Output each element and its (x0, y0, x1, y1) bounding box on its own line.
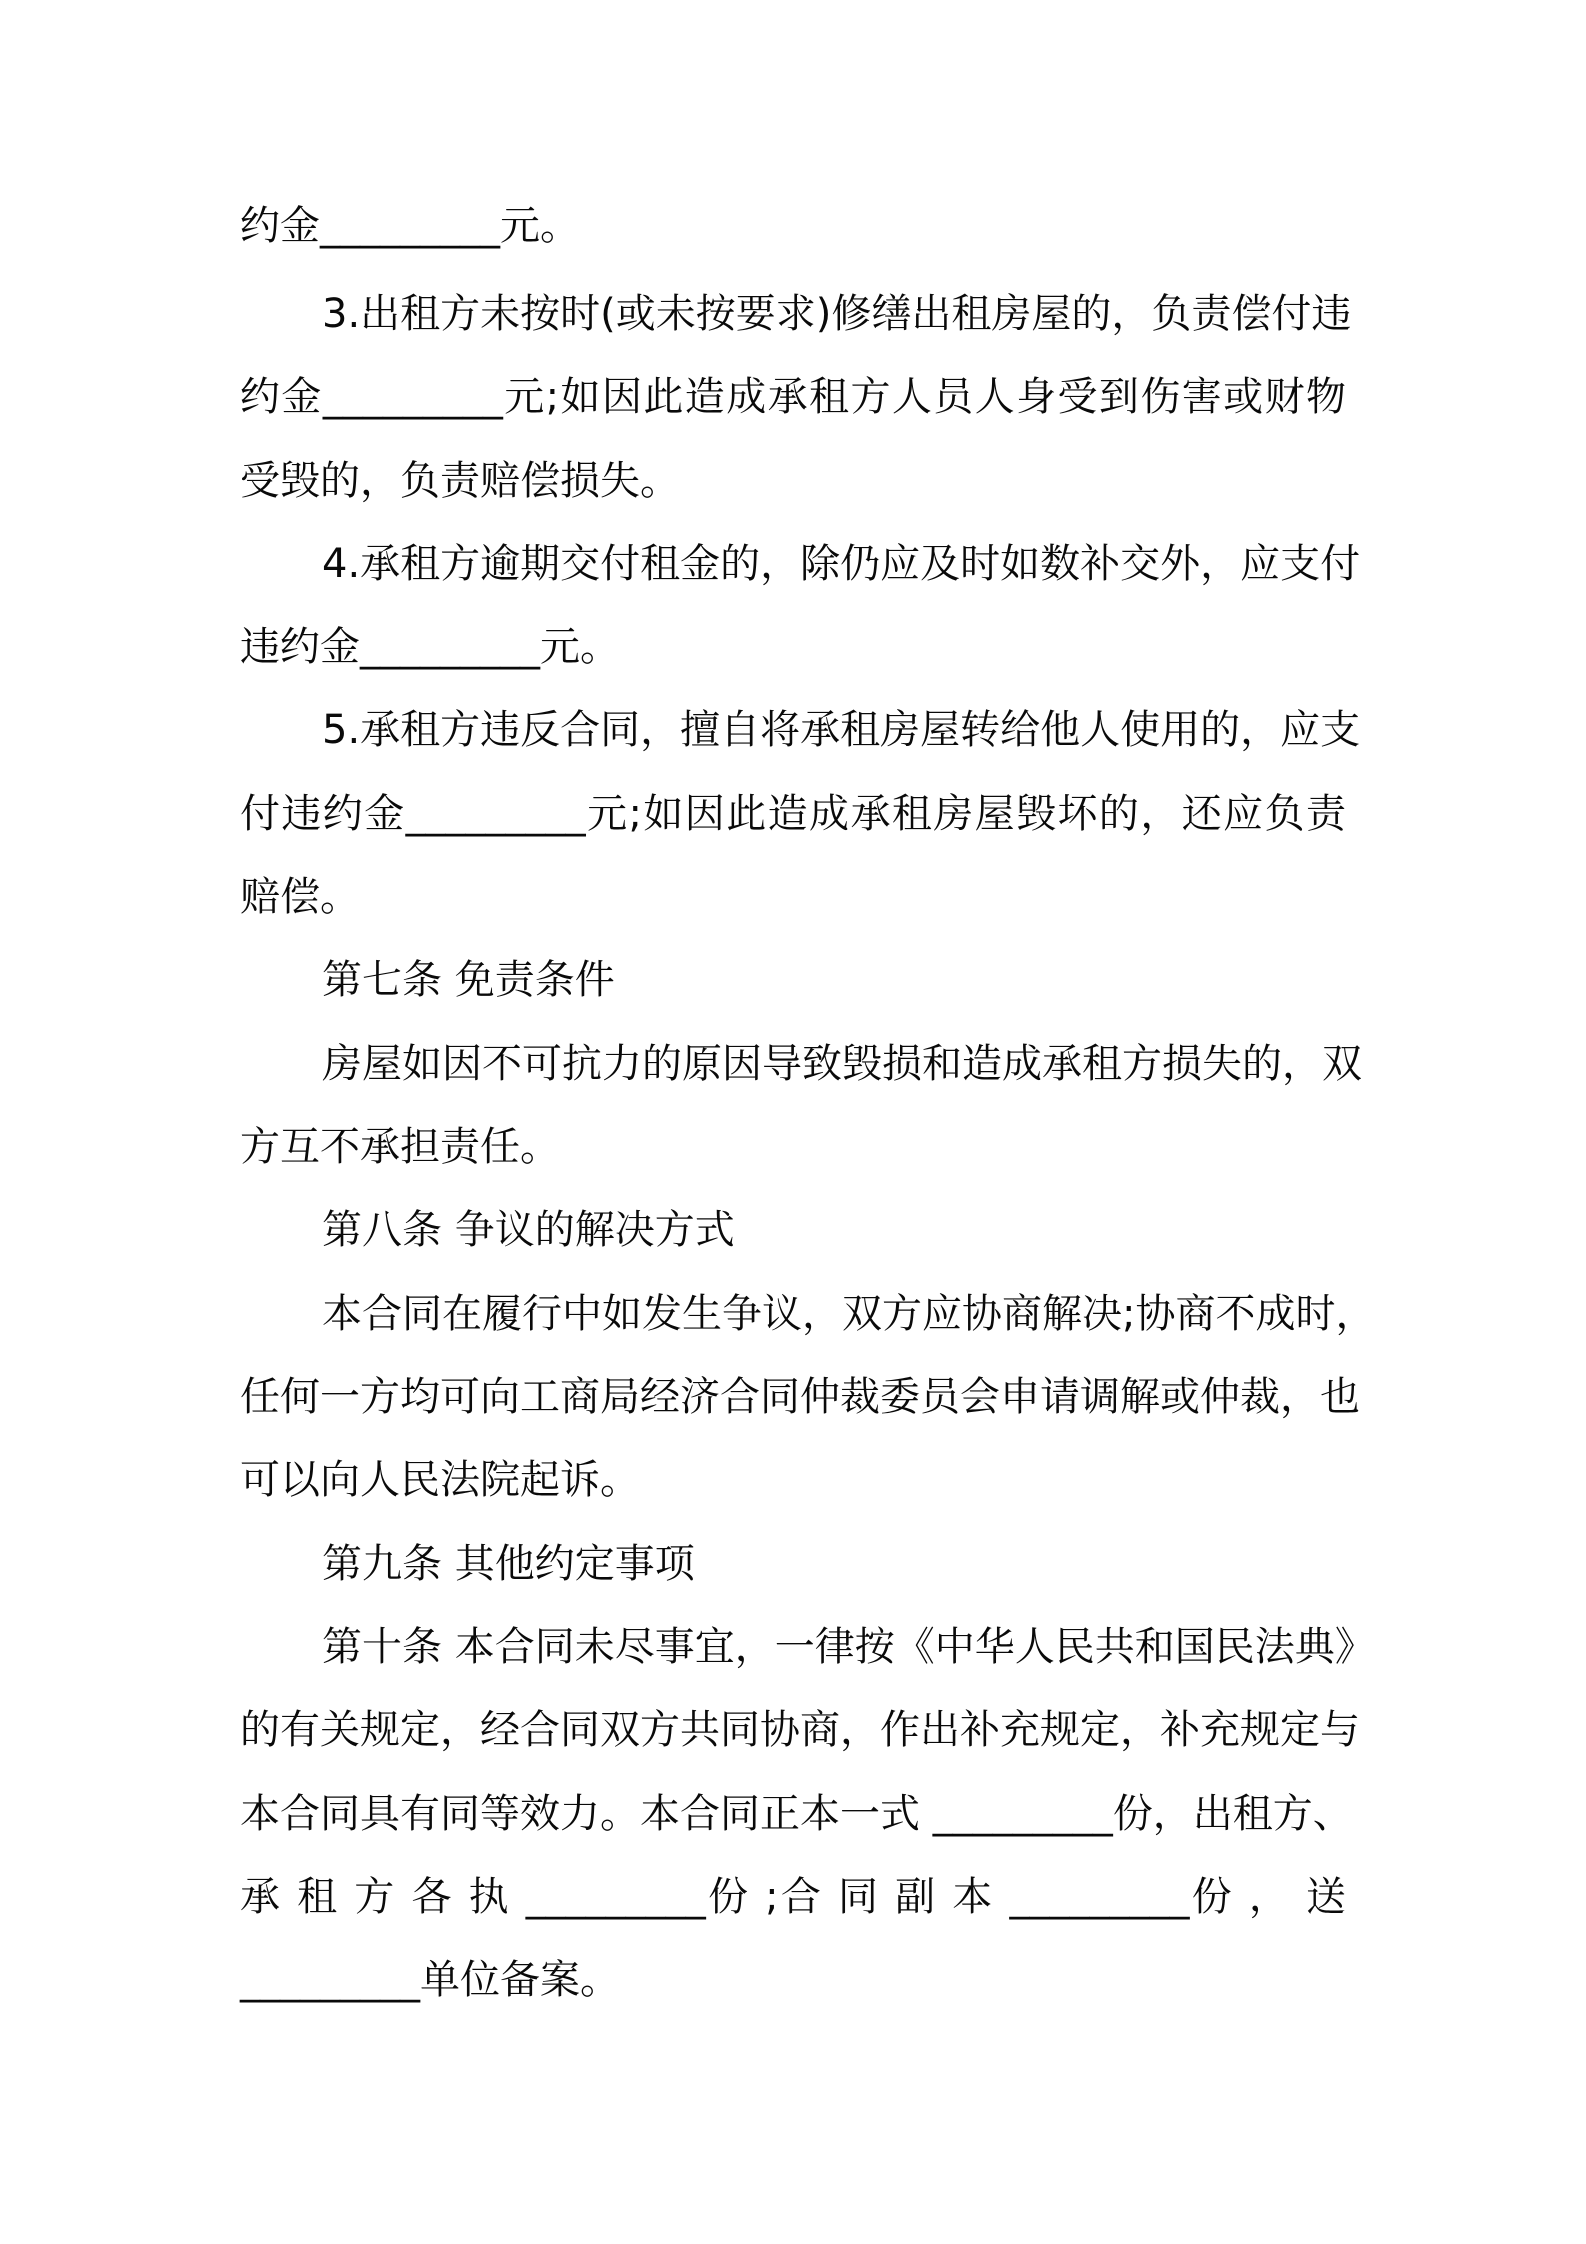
section-heading: 第九条 其他约定事项 (322, 1541, 695, 1587)
text-line: 受毁的，负责赔偿损失。 (240, 458, 680, 504)
text-line: 的有关规定，经合同双方共同协商，作出补充规定，补充规定与 (240, 1707, 1360, 1753)
text-line: 4.承租方逾期交付租金的，除仍应及时如数补交外，应支付 (322, 541, 1361, 587)
text-line: 违约金_________元。 (240, 624, 620, 670)
text-line: _________单位备案。 (240, 1957, 620, 2003)
text-line: 赔偿。 (240, 874, 360, 920)
text-line: 可以向人民法院起诉。 (240, 1457, 640, 1503)
text-line: 本合同具有同等效力。本合同正本一式 _________份，出租方、 (240, 1791, 1353, 1837)
text-line: 约金_________元。 (240, 203, 580, 249)
section-heading: 第七条 免责条件 (322, 957, 615, 1003)
text-line: 约金_________元;如因此造成承租方人员人身受到伤害或财物 (240, 374, 1346, 420)
text-line: 5.承租方违反合同，擅自将承租房屋转给他人使用的，应支 (322, 707, 1361, 753)
text-line: 第十条 本合同未尽事宜，一律按《中华人民共和国民法典》 (322, 1624, 1375, 1670)
text-line: 3.出租方未按时(或未按要求)修缮出租房屋的，负责偿付违 (322, 291, 1352, 337)
text-line: 承 租 方 各 执 _________份 ;合 同 副 本 _________份 ， 送 (240, 1874, 1346, 1920)
text-line: 任何一方均可向工商局经济合同仲裁委员会申请调解或仲裁，也 (240, 1374, 1360, 1420)
text-line: 方互不承担责任。 (240, 1124, 560, 1170)
section-heading: 第八条 争议的解决方式 (322, 1207, 735, 1253)
text-line: 本合同在履行中如发生争议，双方应协商解决;协商不成时， (322, 1291, 1376, 1337)
text-line: 付违约金_________元;如因此造成承租房屋毁坏的，还应负责 (240, 791, 1346, 837)
text-line: 房屋如因不可抗力的原因导致毁损和造成承租方损失的，双 (322, 1041, 1362, 1087)
